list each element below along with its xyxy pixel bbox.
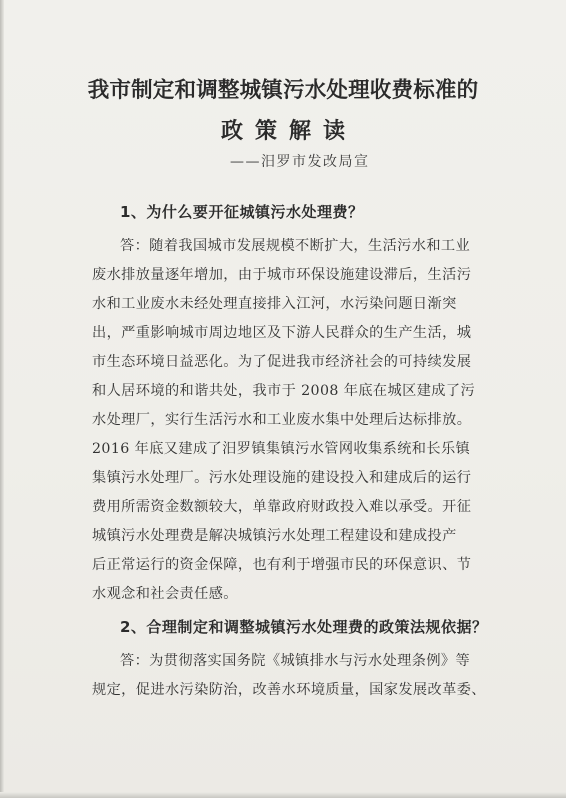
paragraph-line: 答：随着我国城市发展规模不断扩大，生活污水和工业 xyxy=(120,238,471,254)
paragraph-line: 2016 年底又建成了汨罗镇集镇污水管网收集系统和长乐镇 xyxy=(92,441,471,457)
paragraph-line: 城镇污水处理费是解决城镇污水处理工程建设和建成投产 xyxy=(92,528,457,544)
paragraph-line: 水处理厂，实行生活污水和工业废水集中处理后达标排放。 xyxy=(92,412,472,428)
scan-edge xyxy=(0,792,566,798)
issuer-attribution: ——汨罗市发改局宣 xyxy=(230,154,370,170)
paragraph-line: 答：为贯彻落实国务院《城镇排水与污水处理条例》等 xyxy=(120,653,471,669)
paragraph-line: 废水排放量逐年增加，由于城市环保设施建设滞后，生活污 xyxy=(92,267,472,283)
section-heading: 2、合理制定和调整城镇污水处理费的政策法规依据？ xyxy=(120,618,488,636)
document-title-line2: 政策解读 xyxy=(220,119,357,144)
paragraph-line: 后正常运行的资金保障，也有利于增强市民的环保意识、节 xyxy=(92,557,472,573)
paragraph-line: 规定，促进水污染防治，改善水环境质量，国家发展改革委、 xyxy=(92,682,486,698)
document-title: 我市制定和调整城镇污水处理收费标准的 xyxy=(87,78,479,103)
section-heading: 1、为什么要开征城镇污水处理费？ xyxy=(120,203,364,221)
paragraph-line: 出，严重影响城市周边地区及下游人民群众的生产生活，城 xyxy=(92,325,472,341)
paragraph-line: 水和工业废水未经处理直接排入江河，水污染问题日渐突 xyxy=(92,296,457,312)
paragraph-line: 和人居环境的和谐共处，我市于 2008 年底在城区建成了污 xyxy=(92,383,476,399)
paragraph-line: 费用所需资金数额较大，单靠政府财政投入难以承受。开征 xyxy=(92,499,472,515)
paragraph-line: 水观念和社会责任感。 xyxy=(92,586,238,602)
paragraph-line: 市生态环境日益恶化。为了促进我市经济社会的可持续发展 xyxy=(92,354,472,370)
paragraph-line: 集镇污水处理厂。污水处理设施的建设投入和建成后的运行 xyxy=(92,470,472,486)
